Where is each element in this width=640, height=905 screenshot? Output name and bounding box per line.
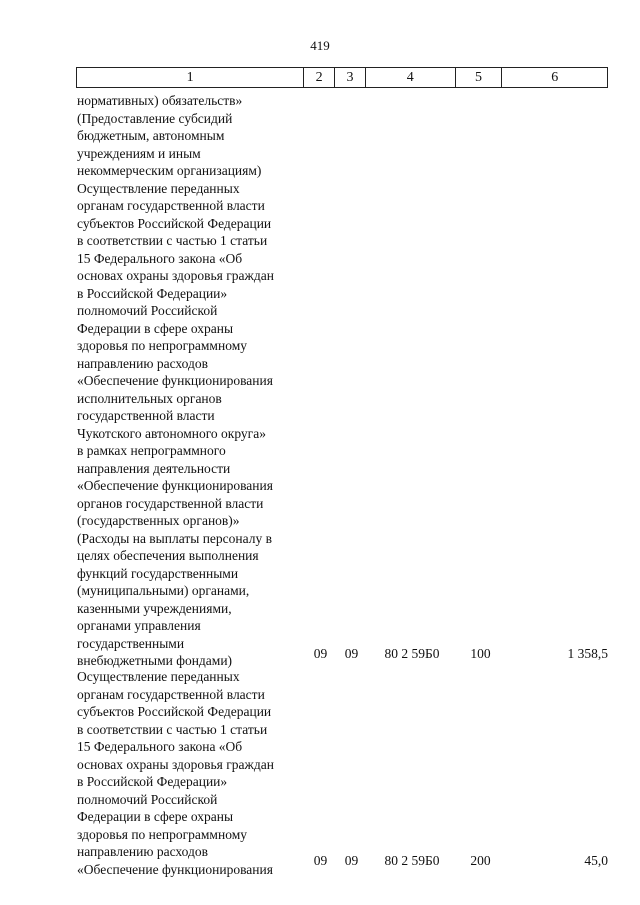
text-line: бюджетным, автономным — [77, 128, 225, 143]
text-line: в Российской Федерации» — [77, 285, 228, 301]
text-line: основах охраны здоровья граждан — [77, 268, 274, 283]
text-line: Федерации в сфере охраны — [77, 320, 234, 336]
text-line: «Обеспечение функционирования — [77, 861, 273, 877]
text-line: государственными — [77, 635, 185, 651]
text-line: Чукотского автономного округа» — [77, 425, 266, 441]
row-1-section: 09 — [313, 646, 328, 661]
text-line: (Расходы на выплаты персоналу в — [77, 530, 272, 546]
text-line: внебюджетными фондами) — [77, 653, 233, 668]
text-line: направлению расходов — [77, 355, 208, 371]
header-cell-2: 2 — [304, 68, 335, 87]
row-2-amount: 45,0 — [584, 853, 608, 868]
text-line: 15 Федерального закона «Об — [77, 739, 243, 754]
text-line: органам государственной власти — [77, 198, 265, 213]
header-cell-5: 5 — [456, 68, 503, 87]
text-line: субъектов Российской Федерации — [77, 215, 272, 231]
header-cell-4: 4 — [366, 68, 456, 87]
text-line: здоровья по непрограммному — [77, 338, 247, 353]
text-line: функций государственными — [77, 565, 239, 581]
row-1-amount: 1 358,5 — [567, 646, 608, 661]
text-line: «Обеспечение функционирования — [77, 478, 273, 493]
text-line: (муниципальными) органами, — [77, 583, 250, 598]
text-line: государственной власти — [77, 408, 215, 423]
header-cell-6: 6 — [551, 70, 559, 85]
text-line: направления деятельности — [77, 460, 231, 476]
text-line: в соответствии с частью 1 статьи — [77, 721, 268, 737]
header-cell-3: 3 — [335, 68, 366, 87]
text-line: (государственных органов)» — [77, 513, 240, 528]
text-line: здоровья по непрограммному — [77, 826, 247, 842]
text-line: органам государственной власти — [77, 686, 265, 702]
text-line: органами управления — [77, 618, 201, 633]
table-header-row — [76, 67, 608, 88]
text-line: Осуществление переданных — [77, 180, 240, 196]
row-1-target-article: 80 2 59Б0 — [384, 646, 440, 661]
description-block-2 — [77, 668, 305, 878]
text-line: субъектов Российской Федерации — [77, 704, 272, 719]
header-cell-1: 1 — [77, 68, 304, 87]
row-1-expense-type: 100 — [470, 646, 491, 661]
text-line: основах охраны здоровья граждан — [77, 756, 274, 772]
text-line: в рамках непрограммного — [77, 443, 226, 458]
row-2-target-article: 80 2 59Б0 — [384, 853, 440, 868]
row-2-subsection: 09 — [344, 853, 359, 868]
text-line: исполнительных органов — [77, 390, 222, 406]
row-1-subsection: 09 — [344, 646, 359, 661]
text-line: в соответствии с частью 1 статьи — [77, 233, 268, 248]
text-line: полномочий Российской — [77, 303, 218, 318]
text-line: Федерации в сфере охраны — [77, 809, 234, 824]
text-line: в Российской Федерации» — [77, 774, 228, 789]
description-block-1 — [77, 92, 305, 670]
text-line: «Обеспечение функционирования — [77, 373, 273, 388]
text-line: казенными учреждениями, — [77, 600, 232, 616]
text-line: органов государственной власти — [77, 495, 264, 511]
text-line: нормативных) обязательств» — [77, 93, 243, 108]
row-2-section: 09 — [313, 853, 328, 868]
text-line: 15 Федерального закона «Об — [77, 250, 243, 266]
text-line: Осуществление переданных — [77, 669, 240, 684]
text-line: учреждениям и иным — [77, 145, 201, 161]
text-line: целях обеспечения выполнения — [77, 548, 259, 563]
row-2-expense-type: 200 — [470, 853, 491, 868]
text-line: (Предоставление субсидий — [77, 110, 233, 126]
text-line: некоммерческим организациям) — [77, 163, 262, 178]
page-number: 419 — [310, 38, 330, 53]
text-line: полномочий Российской — [77, 791, 218, 807]
text-line: направлению расходов — [77, 844, 208, 859]
